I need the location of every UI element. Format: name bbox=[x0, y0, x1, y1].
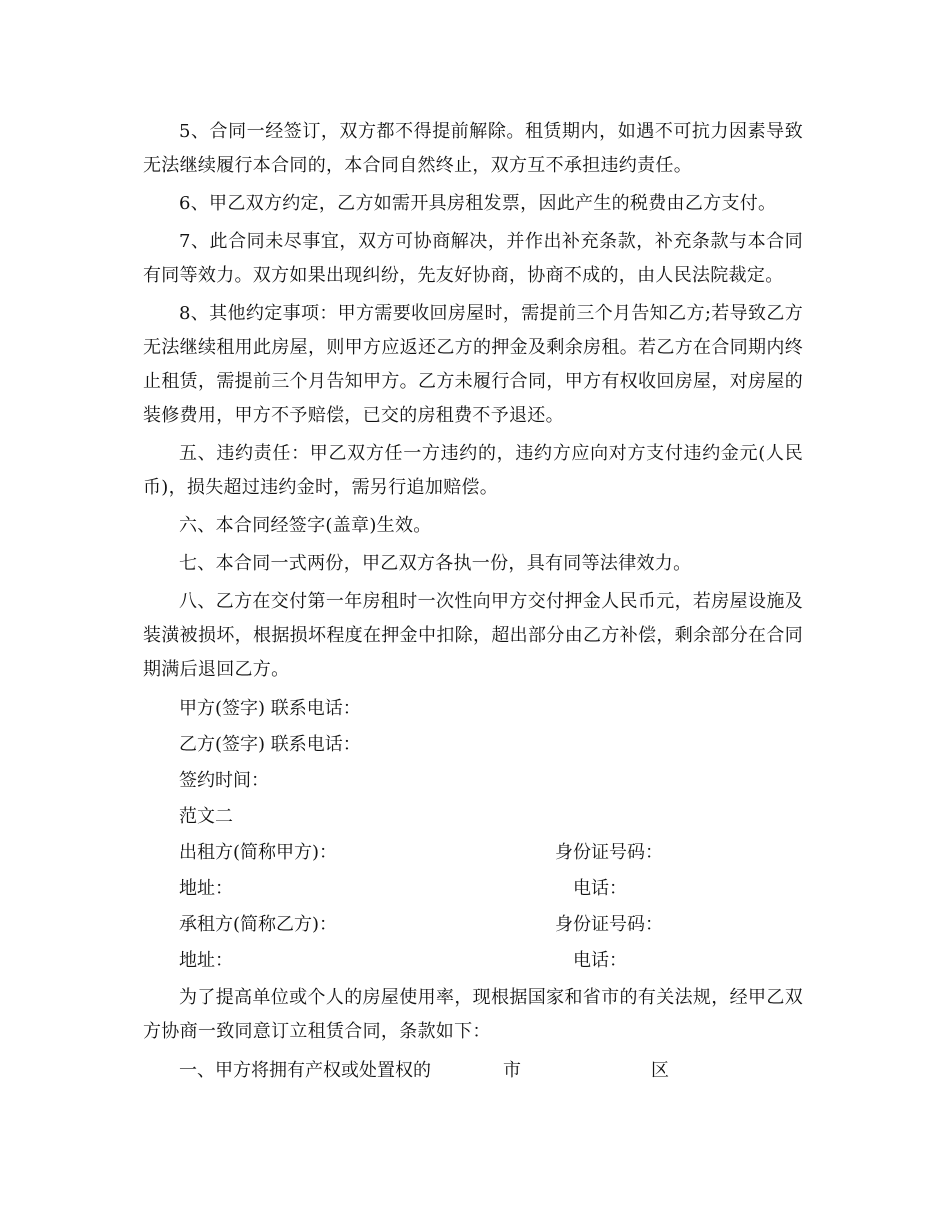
lessor-address-row bbox=[143, 871, 803, 907]
section-effective: 六、本合同经签字(盖章)生效。 bbox=[179, 515, 432, 536]
section-deposit: 八、乙方在交付第一年房租时一次性向甲方交付押金人民币元，若房屋设施及装潢被损坏，根据损坏程度在押金中扣除，超出部分由乙方补偿，剩余部分在合同期满后退回乙方。 bbox=[143, 591, 803, 680]
sign-date: 签约时间： bbox=[179, 770, 269, 791]
clause-5: 5、合同一经签订，双方都不得提前解除。租赁期内，如遇不可抗力因素导致无法继续履行本合同的，本合同自然终止，双方互不承担违约责任。 bbox=[143, 121, 803, 176]
section-copies: 七、本合同一式两份，甲乙双方各执一份，具有同等法律效力。 bbox=[179, 553, 692, 574]
sample-two-heading: 范文二 bbox=[179, 806, 233, 827]
lessor-label: 出租方(简称甲方)： bbox=[179, 842, 338, 863]
party-b-signature: 乙方(签字) 联系电话： bbox=[179, 734, 361, 755]
lessee-label: 承租方(简称乙方)： bbox=[179, 914, 338, 935]
clause-1-district: 区 bbox=[651, 1060, 669, 1081]
clause-6: 6、甲乙双方约定，乙方如需开具房租发票，因此产生的税费由乙方支付。 bbox=[179, 193, 777, 214]
clause-1-city: 市 bbox=[503, 1060, 521, 1081]
lessor-row bbox=[143, 835, 803, 871]
lessee-phone-label: 电话： bbox=[573, 950, 627, 971]
section-breach-liability: 五、违约责任：甲乙双方任一方违约的，违约方应向对方支付违约金元(人民币)，损失超过违约金时，需另行追加赔偿。 bbox=[143, 443, 803, 498]
lessee-address-row bbox=[143, 943, 803, 979]
lessee-row bbox=[143, 907, 803, 943]
clause-1-prefix: 一、甲方将拥有产权或处置权的 bbox=[179, 1060, 431, 1081]
lessee-id-label: 身份证号码： bbox=[555, 914, 663, 935]
clause-7: 7、此合同未尽事宜，双方可协商解决，并作出补充条款，补充条款与本合同有同等效力。双方如果出现纠纷，先友好协商，协商不成的，由人民法院裁定。 bbox=[143, 231, 803, 286]
clause-1-row bbox=[143, 1053, 803, 1089]
lessor-phone-label: 电话： bbox=[573, 878, 627, 899]
document-body bbox=[143, 115, 803, 1089]
lessee-address-label: 地址： bbox=[179, 950, 233, 971]
lessor-address-label: 地址： bbox=[179, 878, 233, 899]
lessor-id-label: 身份证号码： bbox=[555, 842, 663, 863]
clause-8: 8、其他约定事项：甲方需要收回房屋时，需提前三个月告知乙方;若导致乙方无法继续租用此房屋，则甲方应返还乙方的押金及剩余房租。若乙方在合同期内终止租赁，需提前三个月告知甲方。乙方未履行合同，甲方有权收回房屋，对房屋的装修费用，甲方不予赔偿，已交的房租费不予退还。 bbox=[143, 303, 803, 426]
party-a-signature: 甲方(签字) 联系电话： bbox=[179, 698, 361, 719]
sample-two-intro: 为了提高单位或个人的房屋使用率，现根据国家和省市的有关法规，经甲乙双方协商一致同意订立租赁合同，条款如下： bbox=[143, 987, 803, 1042]
